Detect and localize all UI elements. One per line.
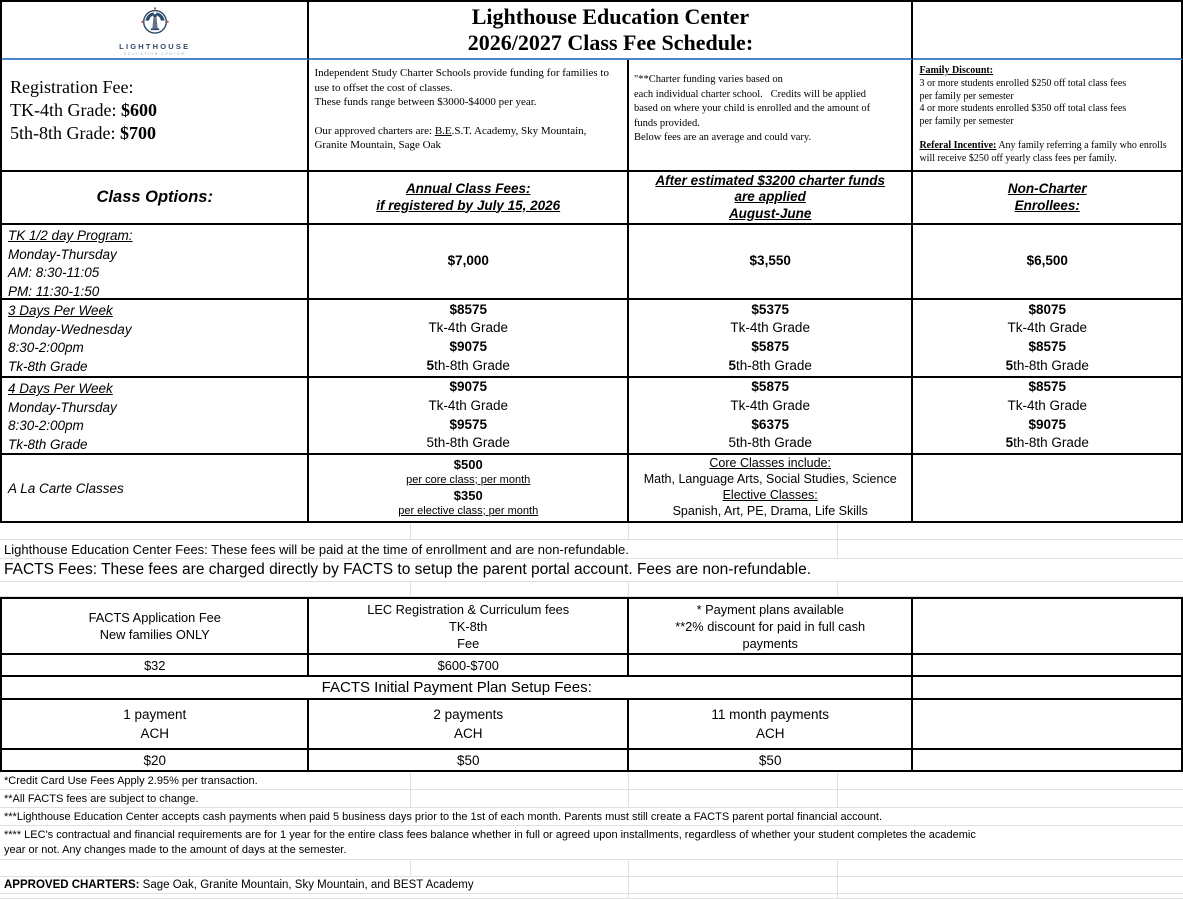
family-discount-cell[interactable]: Family Discount: 3 or more students enrolled $250 off total class fees per family per semester 4 or more students enrolled $350 off total class fees per family per semester Referal Incentive: Any family referring a family who enrolls will receive $250 off yearly class fees per family. xyxy=(913,60,1183,172)
two-payments-fee[interactable]: $50 xyxy=(309,750,628,772)
core-classes-cell[interactable]: Core Classes include: Math, Language Arts, Social Studies, Science Elective Classes: Spanish, Art, PE, Drama, Life Skills xyxy=(629,455,914,523)
facts-fees-note[interactable]: FACTS Fees: These fees are charged directly by FACTS to setup the parent portal account. Fees are non-refundable. xyxy=(0,559,1183,582)
lec-fees-note[interactable]: Lighthouse Education Center Fees: These fees will be paid at the time of enrollment and are non-refundable. xyxy=(0,540,1183,559)
tk-noncharter-fee-cell[interactable]: $6,500 xyxy=(913,225,1183,300)
empty-grid-row[interactable] xyxy=(0,894,1183,899)
registration-grade1: TK-4th Grade: $600 xyxy=(10,100,157,120)
non-charter-header[interactable]: Non-Charter Enrollees: xyxy=(913,172,1183,225)
referral-incentive: Referal Incentive: Any family referring a family who enrolls will receive $250 off yearly class fees per family. xyxy=(919,139,1167,164)
empty-grid-row[interactable] xyxy=(0,860,1183,877)
class-options-header[interactable]: Class Options: xyxy=(2,172,309,225)
lec-registration-amount[interactable]: $600-$700 xyxy=(309,655,628,677)
eleven-month-payments-fee[interactable]: $50 xyxy=(629,750,914,772)
three-days-noncharter-fee-cell[interactable]: $8075 Tk-4th Grade $8575 5th-8th Grade xyxy=(913,300,1183,378)
lighthouse-logo-icon xyxy=(136,5,174,41)
funding-varies-note-cell[interactable]: "**Charter funding varies based on each individual charter school. Credits will be applied based on where your child is enrolled and the amount of funds provided. Below fees are an average and could vary. xyxy=(629,60,914,172)
table-row xyxy=(2,455,1183,523)
a-la-carte-fee-cell[interactable]: $500 per core class; per month $350 per elective class; per month xyxy=(309,455,628,523)
empty-cell[interactable] xyxy=(913,700,1183,750)
family-discount-heading: Family Discount: xyxy=(919,65,994,76)
empty-cell[interactable] xyxy=(913,655,1183,677)
tk-program-option-cell[interactable]: TK 1/2 day Program: Monday-Thursday AM: 8:30-11:05 PM: 11:30-1:50 xyxy=(2,225,309,300)
charter-funding-info-cell[interactable] xyxy=(309,60,628,172)
facts-application-amount[interactable]: $32 xyxy=(2,655,309,677)
facts-application-fee-cell[interactable]: FACTS Application Fee New families ONLY xyxy=(2,599,309,655)
empty-cell[interactable] xyxy=(629,655,914,677)
annual-fees-header[interactable]: Annual Class Fees: if registered by July 15, 2026 xyxy=(309,172,628,225)
logo-name: LIGHTHOUSE xyxy=(119,41,191,51)
charter-info-p2: These funds range between $3000-$4000 per year. xyxy=(314,96,537,108)
charter-info-p3: Our approved charters are: B.E.S.T. Academy, Sky Mountain, Granite Mountain, Sage Oak xyxy=(314,124,587,151)
empty-cell[interactable] xyxy=(913,455,1183,523)
table-row xyxy=(2,225,1183,300)
four-days-noncharter-fee-cell[interactable]: $8575 Tk-4th Grade $9075 5th-8th Grade xyxy=(913,378,1183,455)
registration-heading: Registration Fee: xyxy=(10,77,134,97)
logo-tagline: EDUCATION CENTER xyxy=(124,51,186,56)
charter-info-p1: Independent Study Charter Schools provide funding for families to use to offset the cost of classes. xyxy=(314,67,609,94)
three-days-charter-fee-cell[interactable]: $5375 Tk-4th Grade $5875 5th-8th Grade xyxy=(629,300,914,378)
empty-cell[interactable] xyxy=(913,599,1183,655)
tk-charter-fee-cell[interactable]: $3,550 xyxy=(629,225,914,300)
title-line-1: Lighthouse Education Center xyxy=(471,4,750,29)
footnote-cash-payments[interactable]: ***Lighthouse Education Center accepts cash payments when paid 5 business days prior to the 1st of each month. Parents must still create a FACTS parent portal financial account. xyxy=(0,808,1183,826)
tk-annual-fee-cell[interactable]: $7,000 xyxy=(309,225,628,300)
one-payment-cell[interactable]: 1 payment ACH xyxy=(2,700,309,750)
registration-fee-cell[interactable] xyxy=(2,60,309,172)
eleven-month-payments-cell[interactable]: 11 month payments ACH xyxy=(629,700,914,750)
empty-grid-row[interactable] xyxy=(0,582,1183,597)
three-days-option-cell[interactable]: 3 Days Per Week Monday-Wednesday 8:30-2:00pm Tk-8th Grade xyxy=(2,300,309,378)
footnote-contractual[interactable]: **** LEC's contractual and financial requirements are for 1 year for the entire class fees balance whether in full or agreed upon installments, regardless of whether your student completes the academic year or not. Any changes made to the amount of days at the semester. xyxy=(0,826,1183,860)
four-days-annual-fee-cell[interactable]: $9075 Tk-4th Grade $9575 5th-8th Grade xyxy=(309,378,628,455)
footnotes-section xyxy=(0,772,1183,899)
approved-charters[interactable]: APPROVED CHARTERS: Sage Oak, Granite Mountain, Sky Mountain, and BEST Academy xyxy=(0,877,1183,894)
logo-cell[interactable] xyxy=(2,2,309,60)
footnote-credit-card[interactable]: *Credit Card Use Fees Apply 2.95% per transaction. xyxy=(0,772,1183,790)
empty-cell[interactable] xyxy=(913,677,1183,700)
registration-grade2: 5th-8th Grade: $700 xyxy=(10,123,156,143)
table-row xyxy=(2,300,1183,378)
notes-section xyxy=(0,523,1183,597)
empty-grid-row[interactable] xyxy=(0,523,1183,540)
page-title[interactable] xyxy=(309,2,913,60)
empty-header-cell[interactable] xyxy=(913,2,1183,60)
after-charter-funds-header[interactable]: After estimated $3200 charter funds are applied August-June xyxy=(629,172,914,225)
lec-registration-fee-cell[interactable]: LEC Registration & Curriculum fees TK-8th Fee xyxy=(309,599,628,655)
footnote-facts-change[interactable]: **All FACTS fees are subject to change. xyxy=(0,790,1183,808)
title-line-2: 2026/2027 Class Fee Schedule: xyxy=(467,30,754,55)
one-payment-fee[interactable]: $20 xyxy=(2,750,309,772)
empty-cell[interactable] xyxy=(913,750,1183,772)
setup-fees-title-cell[interactable]: FACTS Initial Payment Plan Setup Fees: xyxy=(2,677,913,700)
three-days-annual-fee-cell[interactable]: $8575 Tk-4th Grade $9075 5th-8th Grade xyxy=(309,300,628,378)
table-row xyxy=(2,378,1183,455)
facts-fee-table xyxy=(0,597,1183,772)
four-days-option-cell[interactable]: 4 Days Per Week Monday-Thursday 8:30-2:00pm Tk-8th Grade xyxy=(2,378,309,455)
four-days-charter-fee-cell[interactable]: $5875 Tk-4th Grade $6375 5th-8th Grade xyxy=(629,378,914,455)
two-payments-cell[interactable]: 2 payments ACH xyxy=(309,700,628,750)
a-la-carte-option-cell[interactable]: A La Carte Classes xyxy=(2,455,309,523)
payment-plans-cell[interactable]: * Payment plans available **2% discount for paid in full cash payments xyxy=(629,599,914,655)
